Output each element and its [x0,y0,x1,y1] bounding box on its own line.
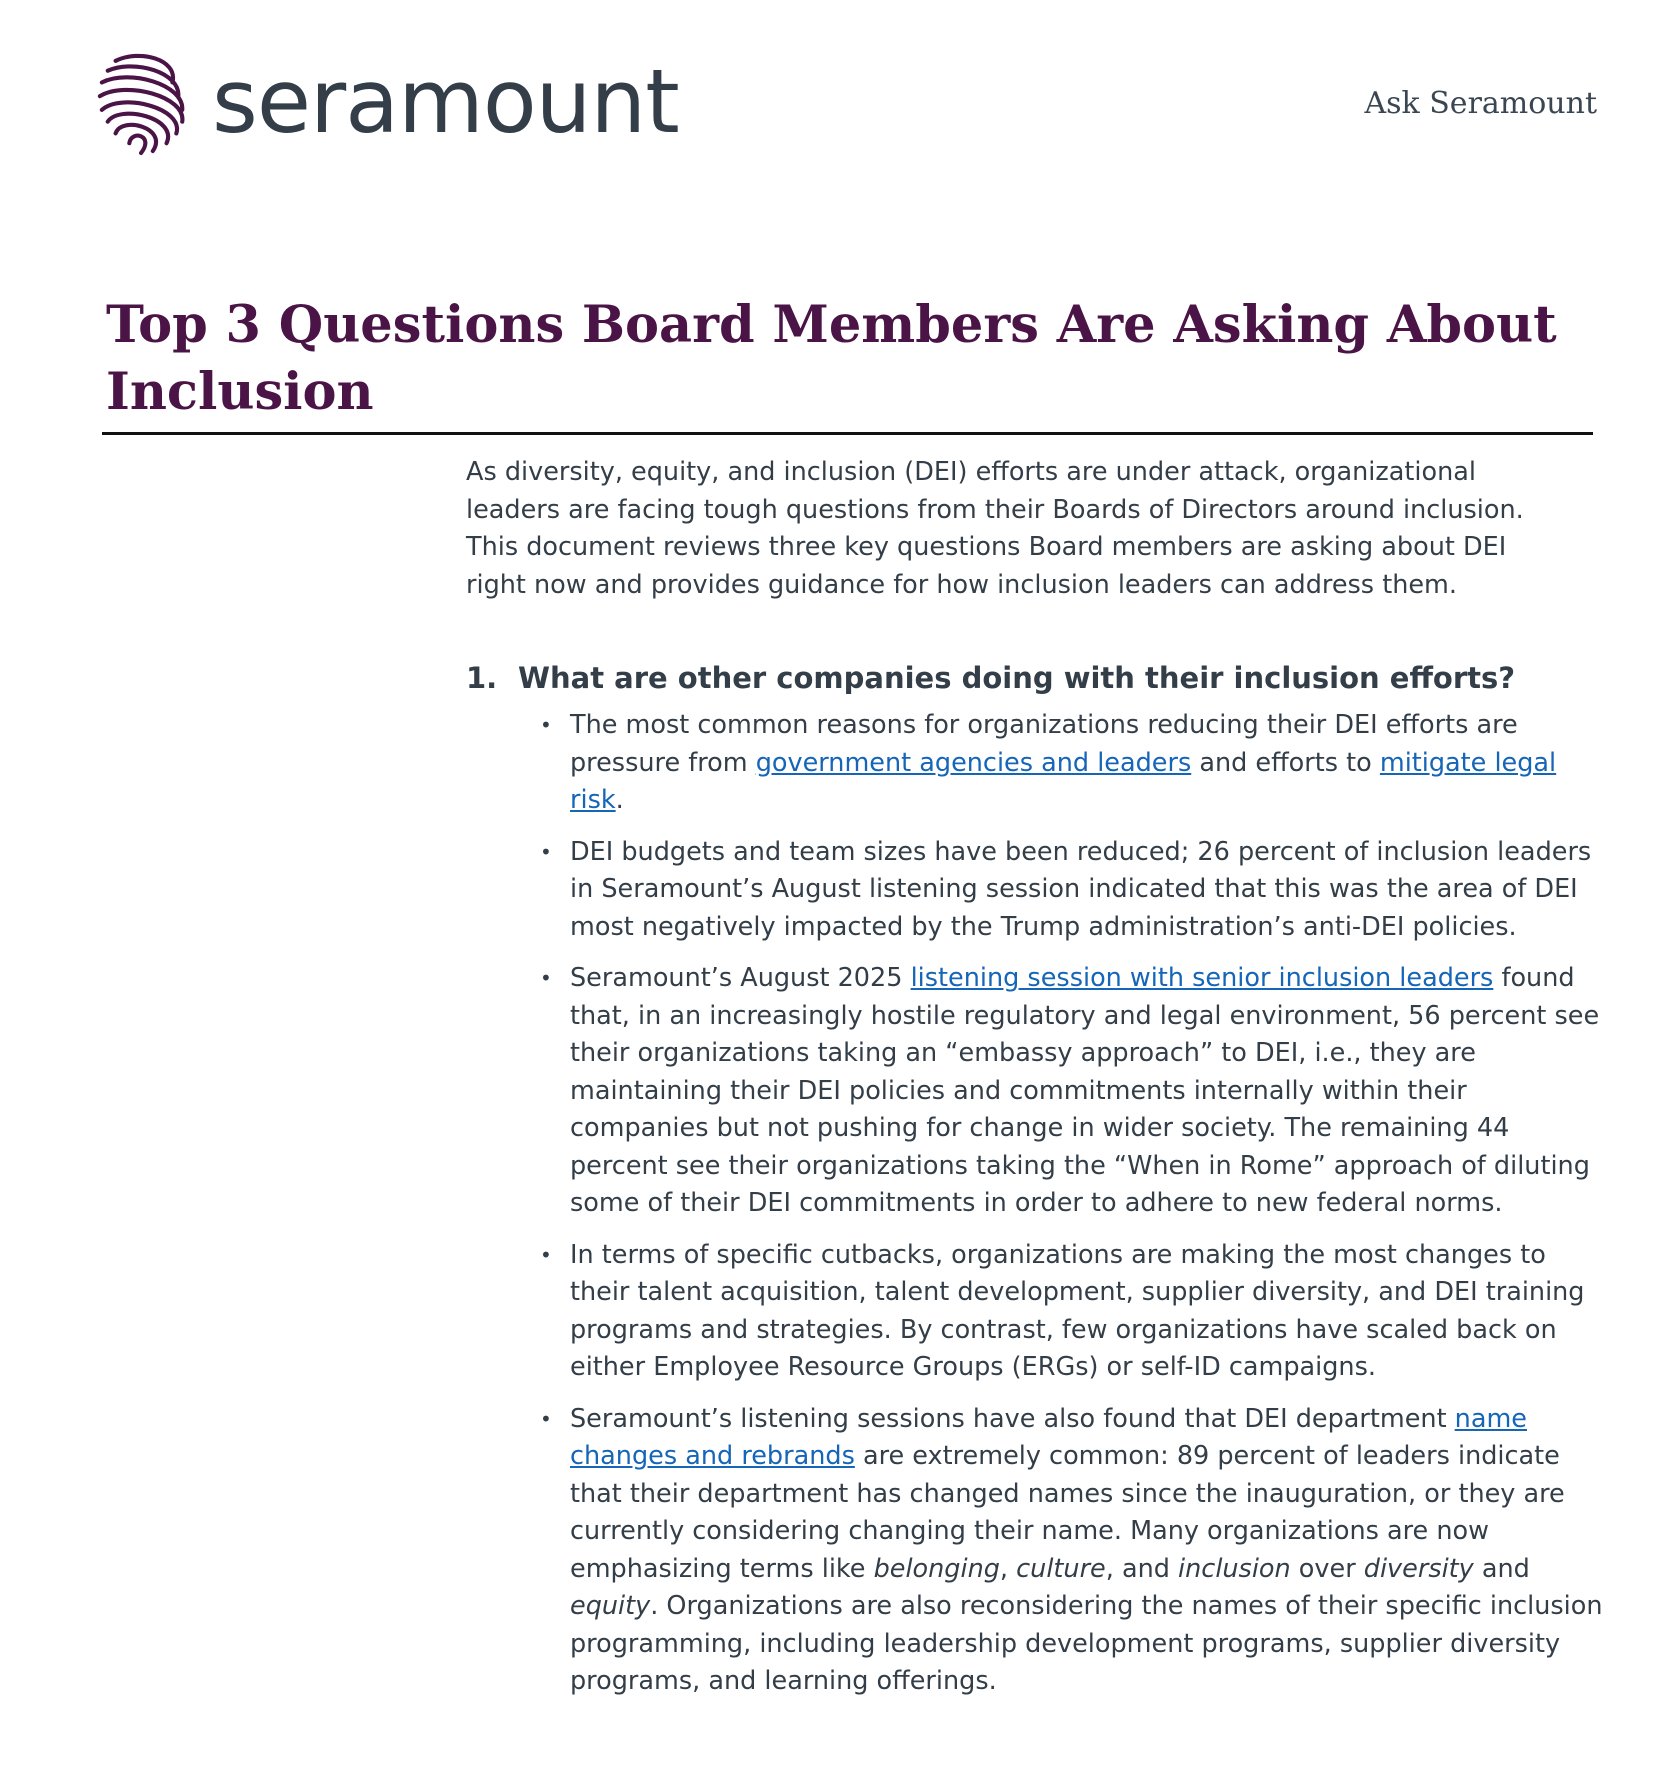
mitigate-legal-risk-link[interactable]: mitigate legal risk [570,747,1557,815]
bullet-dot-icon: • [540,966,552,990]
bullet-text: . [615,785,624,815]
bullet-text: Seramount’s August 2025 [570,963,911,993]
seramount-logo-text[interactable]: seramount [212,50,679,153]
emphasis-belonging: belonging [873,1553,1000,1584]
bullet-text: are extremely common: 89 percent of leaders indicate that their department has changed names since the inauguration, or they are currently considering changing their name. Many organizations are now emphasizing terms like [570,1441,1565,1584]
bullet-dot-icon: • [540,713,552,737]
ask-seramount-link[interactable]: Ask Seramount [1364,86,1597,121]
bullet-text: . Organizations are also reconsidering the names of their specific inclusion programming, including leadership development programs, supplier diversity programs, and learning offerings. [570,1591,1603,1696]
bullet-text: over [1290,1553,1364,1584]
title-divider [102,432,1593,435]
bullet-text: Seramount’s listening sessions have also found that DEI department [570,1403,1455,1434]
bullet-item [540,707,1603,820]
bullet-text: and [1473,1553,1530,1584]
bullet-dot-icon: • [540,1242,552,1267]
bullet-text: found that, in an increasingly hostile regulatory and legal environment, 56 percent see their organizations taking an “embassy approach” to DEI, i.e., they are maintaining their DEI policies and commitments internally within their companies but not pushing for change in wider society. The remaining 44 percent see their organizations taking the “When in Rome” approach of diluting some of their DEI commitments in order to adhere to new federal norms. [570,963,1600,1218]
name-changes-link[interactable]: name changes and rebrands [570,1403,1527,1471]
bullet-text: DEI budgets and team sizes have been reduced; 26 percent of inclusion leaders in Seramount’s August listening session indicated that this was the area of DEI most negatively impacted by the Trump administration’s anti-DEI policies. [570,836,1592,942]
bullet-item [540,960,1603,1223]
intro-paragraph: As diversity, equity, and inclusion (DEI) efforts are under attack, organizational leaders are facing tough questions from their Boards of Directors around inclusion. This document reviews three key questions Board members are asking about DEI right now and provides guidance for how inclusion leaders can address them. [466,457,1524,600]
bullet-item [540,1401,1603,1701]
question-number: 1. [466,661,498,695]
emphasis-culture: culture [1016,1553,1106,1584]
seramount-logo-mark-icon[interactable] [96,52,194,156]
emphasis-diversity: diversity [1363,1553,1474,1584]
emphasis-equity: equity [570,1591,651,1621]
bullet-dot-icon: • [540,839,552,864]
bullet-text: and efforts to [1191,747,1380,778]
bullet-text: In terms of specific cutbacks, organizations are making the most changes to their talent acquisition, talent development, supplier diversity, and DEI training programs and strategies. By contrast, few organizations have scaled back on either Employee Resource Groups (ERGs) or self-ID campaigns. [570,1239,1585,1382]
bullet-text: The most common reasons for organizations reducing their DEI efforts are pressure from [570,710,1518,778]
bullet-text: , and [1105,1553,1179,1584]
page-title: Top 3 Questions Board Members Are Asking About Inclusion [106,295,1557,422]
question-heading: What are other companies doing with their inclusion efforts? [518,661,1516,695]
listening-session-link[interactable]: listening session with senior inclusion leaders [910,963,1494,993]
bullet-item [540,1237,1603,1387]
bullet-dot-icon: • [540,1406,552,1431]
question-1-bullet-list [540,707,1603,1715]
emphasis-inclusion: inclusion [1178,1553,1291,1584]
bullet-item [540,834,1603,947]
government-agencies-link[interactable]: government agencies and leaders [755,747,1192,778]
bullet-text: , [999,1553,1017,1584]
